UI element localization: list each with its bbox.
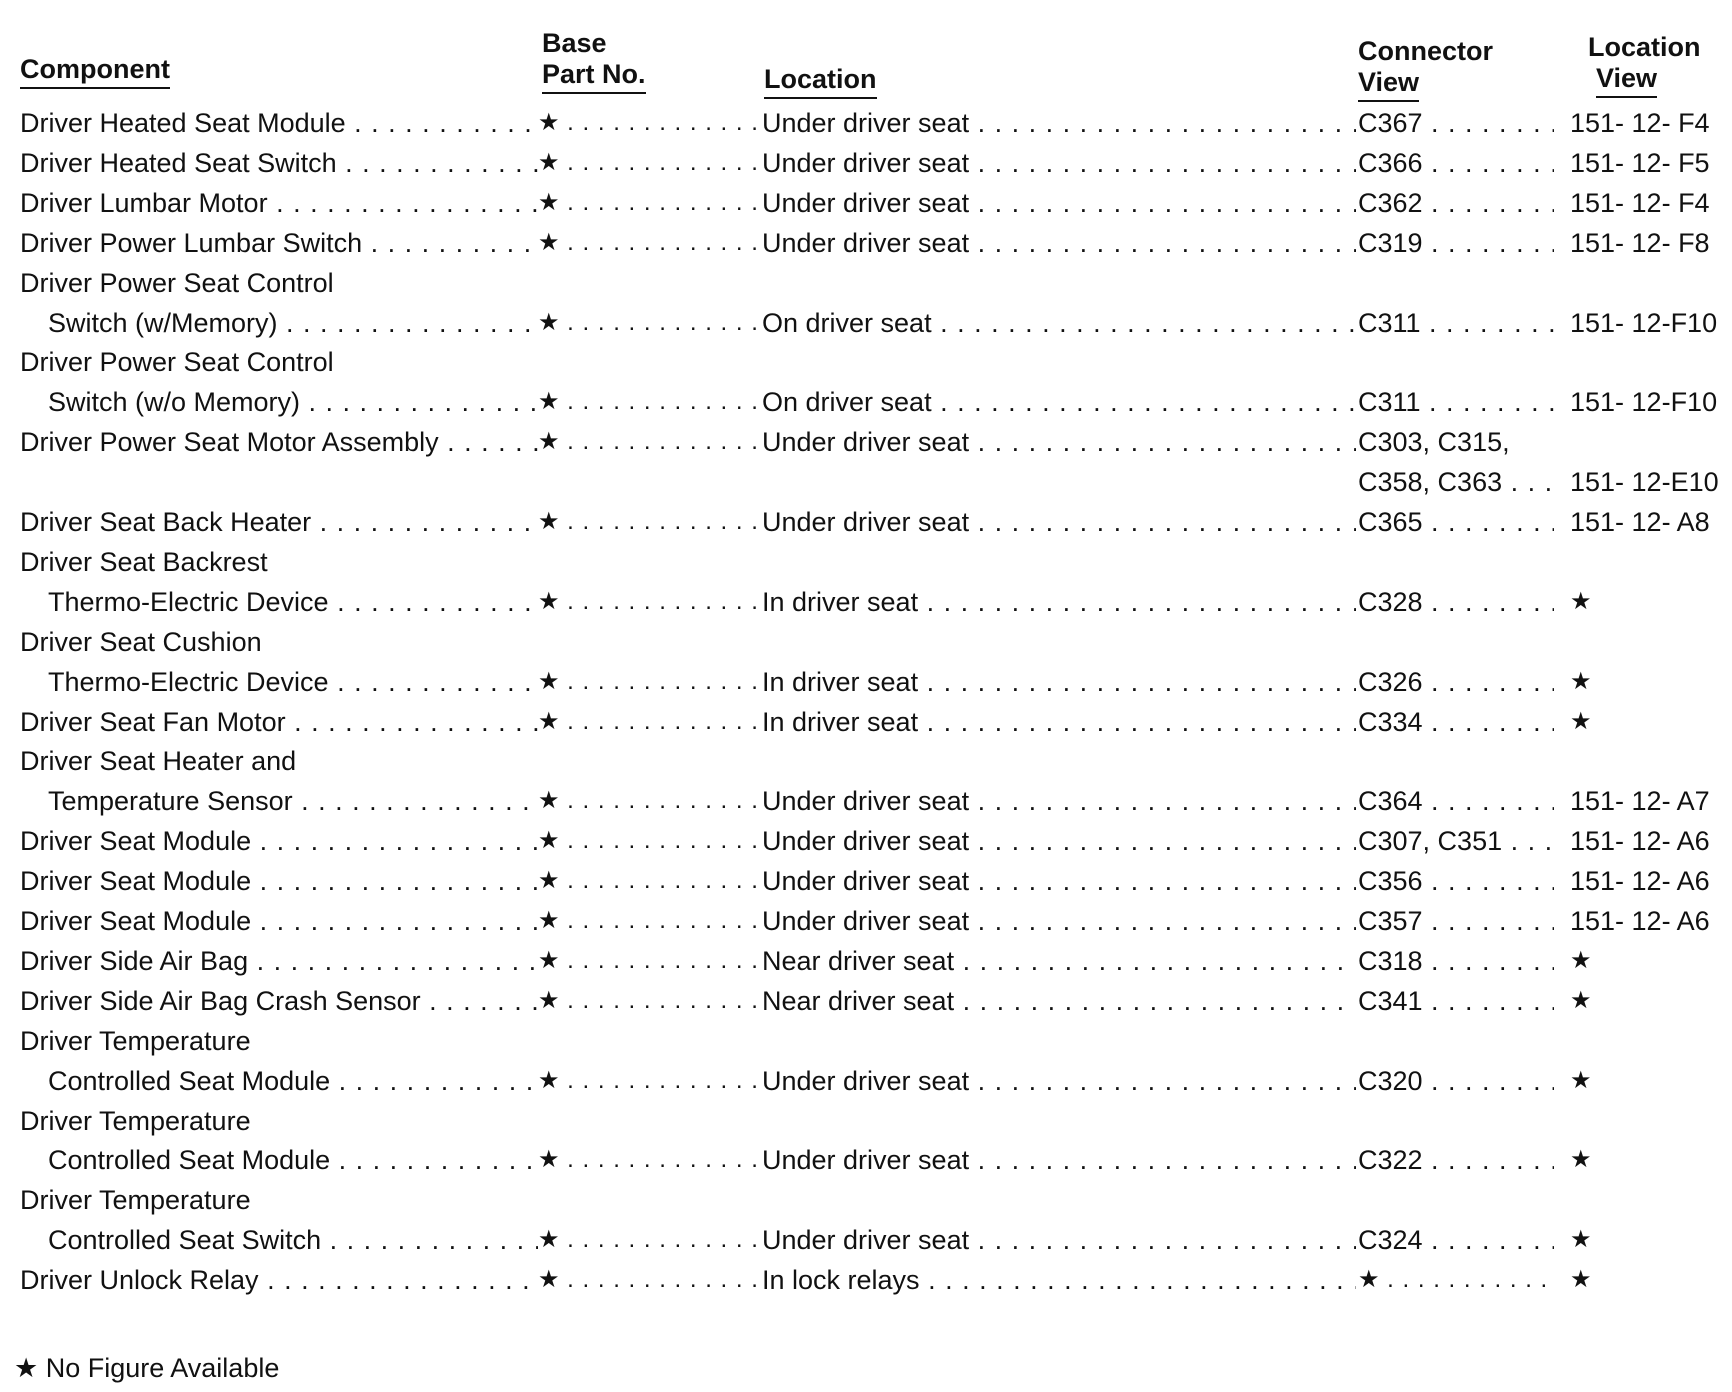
- cell-connector: C334 . . .: [1358, 702, 1554, 742]
- cell-component: Driver Seat Backrest: [20, 546, 268, 577]
- table-row: [0, 263, 1732, 303]
- header-base-part-line1: Base: [542, 28, 607, 58]
- cell-view: [1570, 622, 1720, 662]
- cell-part: ★ . . .: [538, 382, 762, 422]
- cell-component: Switch (w/Memory) . . .: [48, 303, 538, 343]
- table-row: [0, 821, 1732, 861]
- cell-part: [538, 1101, 762, 1141]
- cell-part: ★ . . .: [538, 582, 762, 622]
- cell-view: ★: [1570, 667, 1592, 695]
- cell-connector: C328 . . .: [1358, 582, 1554, 622]
- cell-view: [1570, 741, 1720, 781]
- cell-view: [1570, 1180, 1720, 1220]
- cell-view: 151- 12- F4: [1570, 187, 1710, 218]
- cell-component: [20, 462, 538, 502]
- cell-connector: [1358, 1021, 1554, 1061]
- cell-component: Driver Unlock Relay . . .: [20, 1260, 538, 1300]
- table-row: [0, 1220, 1732, 1260]
- cell-component: Driver Side Air Bag . . .: [20, 941, 538, 981]
- cell-location: Under driver seat . . .: [762, 183, 1356, 223]
- cell-component: Driver Temperature: [20, 1025, 251, 1056]
- table-row: [0, 781, 1732, 821]
- cell-connector: C311 . . .: [1358, 382, 1554, 422]
- cell-location: Under driver seat . . .: [762, 1140, 1356, 1180]
- header-base-part: [542, 28, 646, 94]
- cell-component: Temperature Sensor . . .: [48, 781, 538, 821]
- cell-component: Switch (w/o Memory) . . .: [48, 382, 538, 422]
- cell-part: ★ . . .: [538, 861, 762, 901]
- cell-view: [1570, 542, 1720, 582]
- footnote: [14, 1350, 279, 1386]
- cell-connector: C341 . . .: [1358, 981, 1554, 1021]
- header-connector-line2: View: [1358, 67, 1419, 102]
- cell-location: Under driver seat . . .: [762, 821, 1356, 861]
- cell-location: [762, 1101, 1356, 1141]
- cell-connector: [1358, 1180, 1554, 1220]
- cell-connector: C320 . . .: [1358, 1061, 1554, 1101]
- table-row: [0, 422, 1732, 462]
- cell-connector: C326 . . .: [1358, 662, 1554, 702]
- cell-component: Controlled Seat Module . . .: [48, 1140, 538, 1180]
- cell-connector: C367 . . .: [1358, 103, 1554, 143]
- header-component-label: Component: [20, 54, 170, 89]
- header-location-label: Location: [764, 64, 877, 99]
- cell-part: ★ . . .: [538, 662, 762, 702]
- cell-connector: [1358, 741, 1554, 781]
- cell-view: [1570, 422, 1720, 462]
- cell-location: [762, 542, 1356, 582]
- cell-part: ★ . . .: [538, 502, 762, 542]
- cell-location: In driver seat . . .: [762, 582, 1356, 622]
- cell-connector: [1358, 342, 1554, 382]
- cell-location: On driver seat . . .: [762, 382, 1356, 422]
- cell-view: ★: [1570, 1146, 1592, 1174]
- cell-location: [762, 1021, 1356, 1061]
- cell-part: [538, 1180, 762, 1220]
- cell-connector: [1358, 263, 1554, 303]
- cell-part: [538, 741, 762, 781]
- cell-component: Controlled Seat Module . . .: [48, 1061, 538, 1101]
- cell-view: 151- 12- F4: [1570, 108, 1710, 138]
- cell-connector: C364 . . .: [1358, 781, 1554, 821]
- cell-view: ★: [1570, 707, 1592, 735]
- cell-part: [538, 342, 762, 382]
- cell-component: Driver Seat Back Heater . . .: [20, 502, 538, 542]
- cell-location: Near driver seat . . .: [762, 981, 1356, 1021]
- cell-part: [538, 462, 762, 502]
- cell-location: Under driver seat . . .: [762, 1061, 1356, 1101]
- cell-component: Driver Power Lumbar Switch . . .: [20, 223, 538, 263]
- cell-location: [762, 741, 1356, 781]
- cell-connector: C358, C363 . . .: [1358, 462, 1554, 502]
- cell-component: Driver Side Air Bag Crash Sensor . . .: [20, 981, 538, 1021]
- cell-connector: C324 . . .: [1358, 1220, 1554, 1260]
- cell-view: 151- 12- A6: [1570, 866, 1710, 897]
- cell-view: [1570, 342, 1720, 382]
- cell-location: In lock relays . . .: [762, 1260, 1356, 1300]
- cell-component: Driver Seat Heater and: [20, 746, 297, 777]
- cell-connector: ★ . . .: [1358, 1260, 1554, 1300]
- cell-connector: C307, C351 . . .: [1358, 821, 1554, 861]
- table-row: [0, 1140, 1732, 1180]
- cell-part: ★ . . .: [538, 1220, 762, 1260]
- table-row: [0, 342, 1732, 382]
- cell-part: ★ . . .: [538, 103, 762, 143]
- cell-location: Under driver seat . . .: [762, 422, 1356, 462]
- table-row: [0, 1061, 1732, 1101]
- table-row: [0, 1260, 1732, 1300]
- cell-view: 151- 12- A8: [1570, 507, 1710, 537]
- cell-component: Driver Power Seat Control: [20, 347, 334, 378]
- cell-location: Under driver seat . . .: [762, 223, 1356, 263]
- cell-view: ★: [1570, 1266, 1592, 1294]
- cell-component: Driver Temperature: [20, 1105, 251, 1136]
- cell-part: ★ . . .: [538, 183, 762, 223]
- cell-connector: C318 . . .: [1358, 941, 1554, 981]
- cell-component: Thermo-Electric Device . . .: [48, 662, 538, 702]
- cell-component: Driver Seat Fan Motor . . .: [20, 702, 538, 742]
- table-row: [0, 223, 1732, 263]
- cell-connector: C319 . . .: [1358, 223, 1554, 263]
- cell-location: On driver seat . . .: [762, 303, 1356, 343]
- table-row: [0, 622, 1732, 662]
- table-row: [0, 861, 1732, 901]
- table-row: [0, 1101, 1732, 1141]
- table-row: [0, 382, 1732, 422]
- cell-view: [1570, 1101, 1720, 1141]
- table-row: [0, 662, 1732, 702]
- cell-part: ★ . . .: [538, 1140, 762, 1180]
- header-location-view-line1: Location: [1588, 32, 1701, 62]
- cell-location: Under driver seat . . .: [762, 861, 1356, 901]
- table-row: [0, 941, 1732, 981]
- cell-part: ★ . . .: [538, 702, 762, 742]
- cell-location: Near driver seat . . .: [762, 941, 1356, 981]
- footnote-text: ★ No Figure Available: [14, 1353, 280, 1383]
- table-row: [0, 1021, 1732, 1061]
- cell-part: ★ . . .: [538, 303, 762, 343]
- cell-location: Under driver seat . . .: [762, 1220, 1356, 1260]
- header-location: [764, 64, 877, 99]
- header-connector-view: [1358, 36, 1493, 102]
- cell-view: [1570, 1021, 1720, 1061]
- cell-connector: C362 . . .: [1358, 183, 1554, 223]
- cell-view: 151- 12-F10: [1570, 387, 1718, 418]
- table-row: [0, 702, 1732, 742]
- table-row: [0, 582, 1732, 622]
- cell-location: Under driver seat . . .: [762, 502, 1356, 542]
- cell-part: ★ . . .: [538, 781, 762, 821]
- cell-part: [538, 542, 762, 582]
- cell-component: Driver Seat Module . . .: [20, 821, 538, 861]
- cell-component: Driver Temperature: [20, 1185, 251, 1216]
- cell-connector: C303, C315,: [1358, 427, 1510, 458]
- cell-connector: C365 . . .: [1358, 502, 1554, 542]
- cell-view: 151- 12- F8: [1570, 227, 1710, 258]
- cell-part: ★ . . .: [538, 981, 762, 1021]
- cell-location: Under driver seat . . .: [762, 103, 1356, 143]
- cell-connector: [1358, 1101, 1554, 1141]
- table-row: [0, 303, 1732, 343]
- cell-view: ★: [1570, 1226, 1592, 1254]
- table-row: [0, 741, 1732, 781]
- cell-part: ★ . . .: [538, 422, 762, 462]
- cell-view: ★: [1570, 986, 1592, 1014]
- cell-view: ★: [1570, 946, 1592, 974]
- cell-part: ★ . . .: [538, 1061, 762, 1101]
- cell-component: Driver Seat Module . . .: [20, 861, 538, 901]
- cell-component: Controlled Seat Switch . . .: [48, 1220, 538, 1260]
- header-location-view: [1588, 32, 1701, 98]
- header-location-view-line2: View: [1596, 63, 1657, 98]
- cell-part: ★ . . .: [538, 223, 762, 263]
- cell-part: ★ . . .: [538, 143, 762, 183]
- cell-connector: C356 . . .: [1358, 861, 1554, 901]
- table-row: [0, 183, 1732, 223]
- cell-part: [538, 622, 762, 662]
- cell-part: [538, 263, 762, 303]
- cell-location: [762, 622, 1356, 662]
- cell-location: In driver seat . . .: [762, 662, 1356, 702]
- cell-view: [1570, 263, 1720, 303]
- cell-location: [762, 263, 1356, 303]
- cell-component: Driver Seat Cushion: [20, 626, 262, 657]
- cell-component: Driver Heated Seat Switch . . .: [20, 143, 538, 183]
- cell-component: Driver Seat Module . . .: [20, 901, 538, 941]
- table-row: [0, 981, 1732, 1021]
- cell-location: [762, 342, 1356, 382]
- cell-connector: C366 . . .: [1358, 143, 1554, 183]
- cell-location: Under driver seat . . .: [762, 901, 1356, 941]
- cell-connector: [1358, 622, 1554, 662]
- table-row: [0, 103, 1732, 143]
- cell-location: In driver seat . . .: [762, 702, 1356, 742]
- cell-part: ★ . . .: [538, 901, 762, 941]
- cell-component: Thermo-Electric Device . . .: [48, 582, 538, 622]
- cell-view: 151- 12- A6: [1570, 906, 1710, 936]
- cell-view: ★: [1570, 587, 1592, 615]
- cell-component: Driver Heated Seat Module . . .: [20, 103, 538, 143]
- cell-connector: C322 . . .: [1358, 1140, 1554, 1180]
- header-base-part-line2: Part No.: [542, 59, 646, 94]
- cell-connector: C311 . . .: [1358, 303, 1554, 343]
- cell-connector: C357 . . .: [1358, 901, 1554, 941]
- header-component: [20, 54, 170, 89]
- table-row: [0, 901, 1732, 941]
- cell-view: 151- 12- A7: [1570, 786, 1710, 817]
- cell-component: Driver Power Seat Motor Assembly . . .: [20, 422, 538, 462]
- cell-location: Under driver seat . . .: [762, 781, 1356, 821]
- table-row: [0, 1180, 1732, 1220]
- table-row: [0, 542, 1732, 582]
- cell-component: Driver Power Seat Control: [20, 267, 334, 298]
- cell-part: [538, 1021, 762, 1061]
- cell-view: 151- 12-E10: [1570, 467, 1719, 498]
- table-row: [0, 502, 1732, 542]
- cell-view: 151- 12-F10: [1570, 307, 1718, 338]
- cell-view: ★: [1570, 1066, 1592, 1094]
- cell-location: Under driver seat . . .: [762, 143, 1356, 183]
- cell-part: ★ . . .: [538, 941, 762, 981]
- table-row: [0, 143, 1732, 183]
- cell-part: ★ . . .: [538, 1260, 762, 1300]
- cell-component: Driver Lumbar Motor . . .: [20, 183, 538, 223]
- cell-location: [762, 1180, 1356, 1220]
- cell-part: ★ . . .: [538, 821, 762, 861]
- cell-view: 151- 12- A6: [1570, 826, 1710, 857]
- cell-connector: [1358, 542, 1554, 582]
- table-row: [0, 462, 1732, 502]
- cell-location: [762, 462, 1356, 502]
- cell-view: 151- 12- F5: [1570, 147, 1710, 178]
- header-connector-line1: Connector: [1358, 36, 1493, 66]
